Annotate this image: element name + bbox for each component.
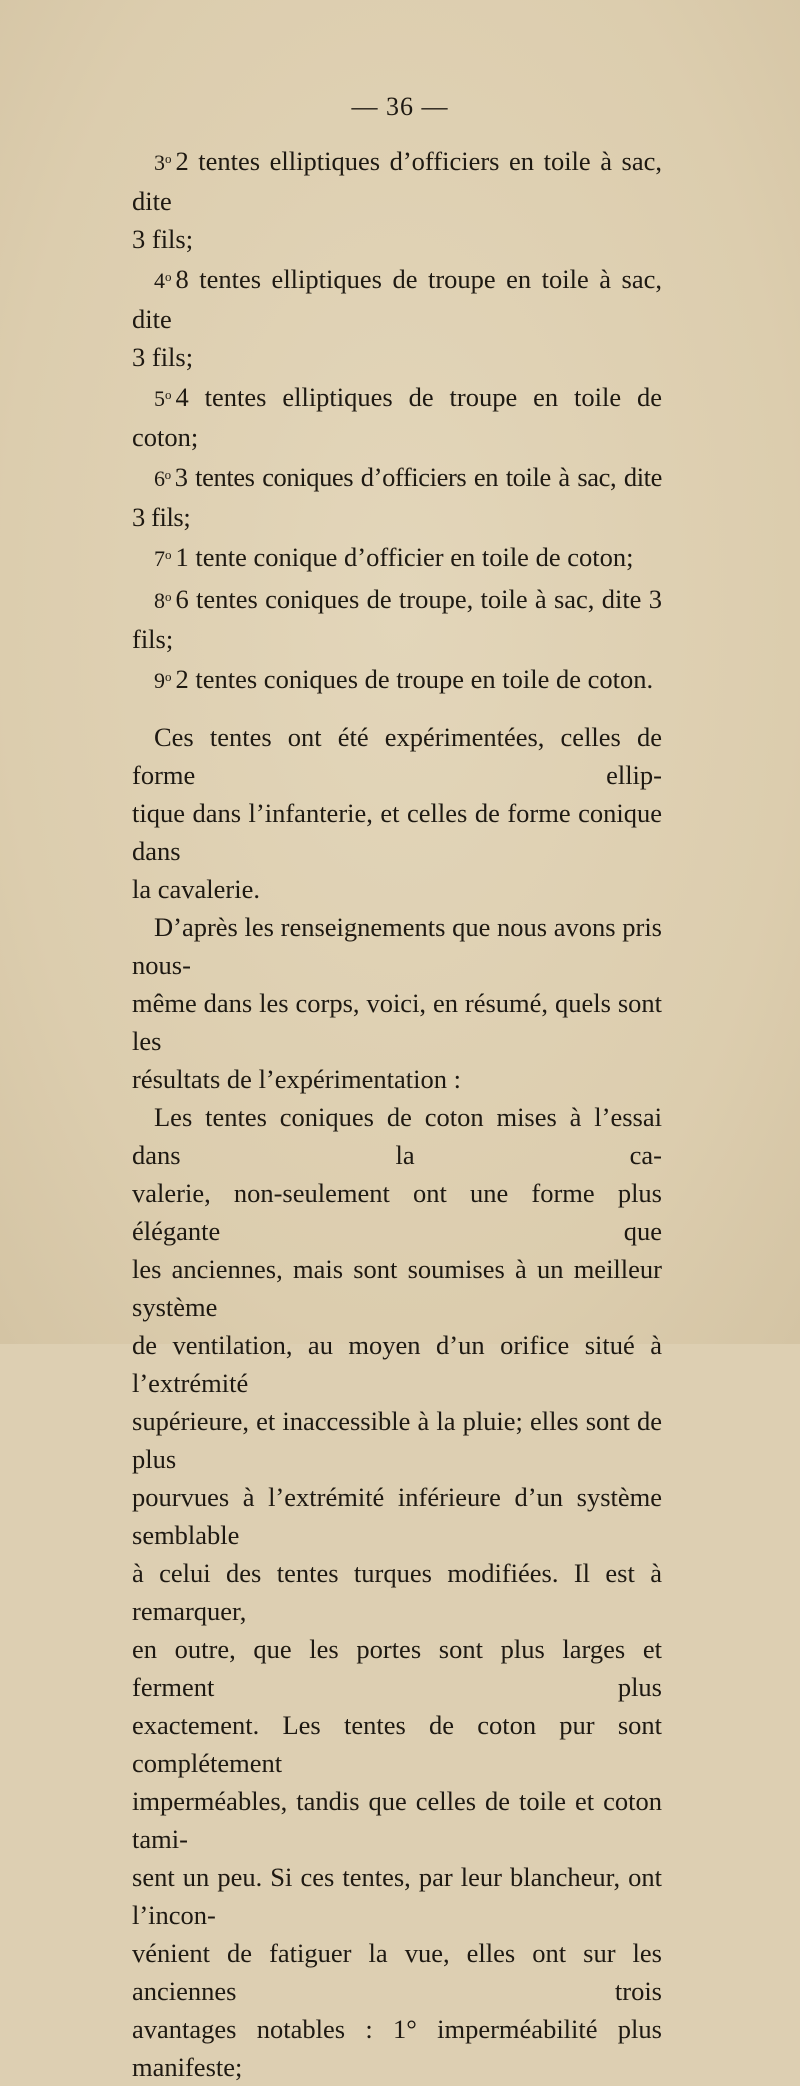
list-item-number: 4 <box>154 268 165 293</box>
paragraph-line: à celui des tentes turques modifiées. Il est à remarquer, <box>132 1558 662 1626</box>
paragraph-line: valerie, non-seulement ont une forme plus élégante que <box>132 1178 662 1246</box>
list-item-ordinal-mark: o <box>165 589 172 604</box>
paragraph-line: pourvues à l’extrémité inférieure d’un système semblable <box>132 1482 662 1550</box>
paragraph-line: la cavalerie. <box>132 874 260 904</box>
list-item-ordinal-mark: o <box>165 669 172 684</box>
list-item-line: 3 fils; <box>132 224 194 254</box>
list-item-line <box>132 658 662 700</box>
paragraph-line: Ces tentes ont été expérimentées, celles de forme ellip- <box>132 722 662 790</box>
paragraph <box>132 1098 662 2086</box>
list-item <box>132 578 662 658</box>
paragraph-line: Les tentes coniques de coton mises à l’essai dans la ca- <box>132 1102 662 1170</box>
paragraph-line: les anciennes, mais sont soumises à un meilleur système <box>132 1254 662 1322</box>
list-item-text: 4 tentes elliptiques de troupe en toile de coton; <box>132 382 662 452</box>
paragraph-line: de ventilation, au moyen d’un orifice situé à l’extrémité <box>132 1330 662 1398</box>
paragraph-line: avantages notables : 1° imperméabilité plus manifeste; <box>132 2014 662 2082</box>
list-item-number: 6 <box>154 466 165 491</box>
tent-list <box>132 140 662 700</box>
list-item-number: 8 <box>154 588 165 613</box>
list-item-ordinal-mark: o <box>165 151 172 166</box>
paragraph-line: même dans les corps, voici, en résumé, quels sont les <box>132 988 662 1056</box>
list-item-text: 2 tentes elliptiques d’officiers en toile à sac, dite <box>132 146 662 216</box>
paragraph-line: résultats de l’expérimentation : <box>132 1064 461 1094</box>
list-item-ordinal-mark: o <box>165 269 172 284</box>
list-item-ordinal-mark: o <box>164 467 171 482</box>
page-body <box>132 140 662 2086</box>
list-item-ordinal-mark: o <box>165 387 172 402</box>
paragraph-line: tique dans l’infanterie, et celles de forme conique dans <box>132 798 662 866</box>
list-item <box>132 536 662 578</box>
list-item <box>132 658 662 700</box>
list-item-line <box>132 376 662 456</box>
list-item-ordinal-mark: o <box>165 547 172 562</box>
paragraph-line: imperméables, tandis que celles de toile et coton tami- <box>132 1786 662 1854</box>
list-item-line <box>132 140 662 220</box>
list-item <box>132 456 662 536</box>
paragraph-line: supérieure, et inaccessible à la pluie; elles sont de plus <box>132 1406 662 1474</box>
list-item-line <box>132 456 662 536</box>
paragraph <box>132 718 662 908</box>
paragraph-line: vénient de fatiguer la vue, elles ont sur les anciennes trois <box>132 1938 662 2006</box>
list-item-text: 6 tentes coniques de troupe, toile à sac, dite 3 fils; <box>132 584 662 654</box>
list-item-text: 3 tentes coniques d’officiers en toile à sac, dite 3 fils; <box>132 462 662 532</box>
page-number: — 36 — <box>351 92 449 121</box>
list-item-line <box>132 258 662 338</box>
list-item-line <box>132 536 662 578</box>
paragraph-line: en outre, que les portes sont plus larges et ferment plus <box>132 1634 662 1702</box>
list-item <box>132 376 662 456</box>
paragraph <box>132 908 662 1098</box>
list-item <box>132 258 662 376</box>
list-item-text: 2 tentes coniques de troupe en toile de coton. <box>175 664 654 694</box>
list-item <box>132 140 662 258</box>
list-item-number: 9 <box>154 668 165 693</box>
list-item-text: 8 tentes elliptiques de troupe en toile à sac, dite <box>132 264 662 334</box>
list-item-number: 5 <box>154 386 165 411</box>
paragraph-line: exactement. Les tentes de coton pur sont complétement <box>132 1710 662 1778</box>
paragraph-line: D’après les renseignements que nous avons pris nous- <box>132 912 662 980</box>
list-item-line: 3 fils; <box>132 342 194 372</box>
list-item-number: 3 <box>154 150 165 175</box>
list-item-line <box>132 578 662 658</box>
list-item-text: 1 tente conique d’officier en toile de coton; <box>175 542 634 572</box>
paragraph-line: sent un peu. Si ces tentes, par leur blancheur, ont l’incon- <box>132 1862 662 1930</box>
list-item-number: 7 <box>154 546 165 571</box>
